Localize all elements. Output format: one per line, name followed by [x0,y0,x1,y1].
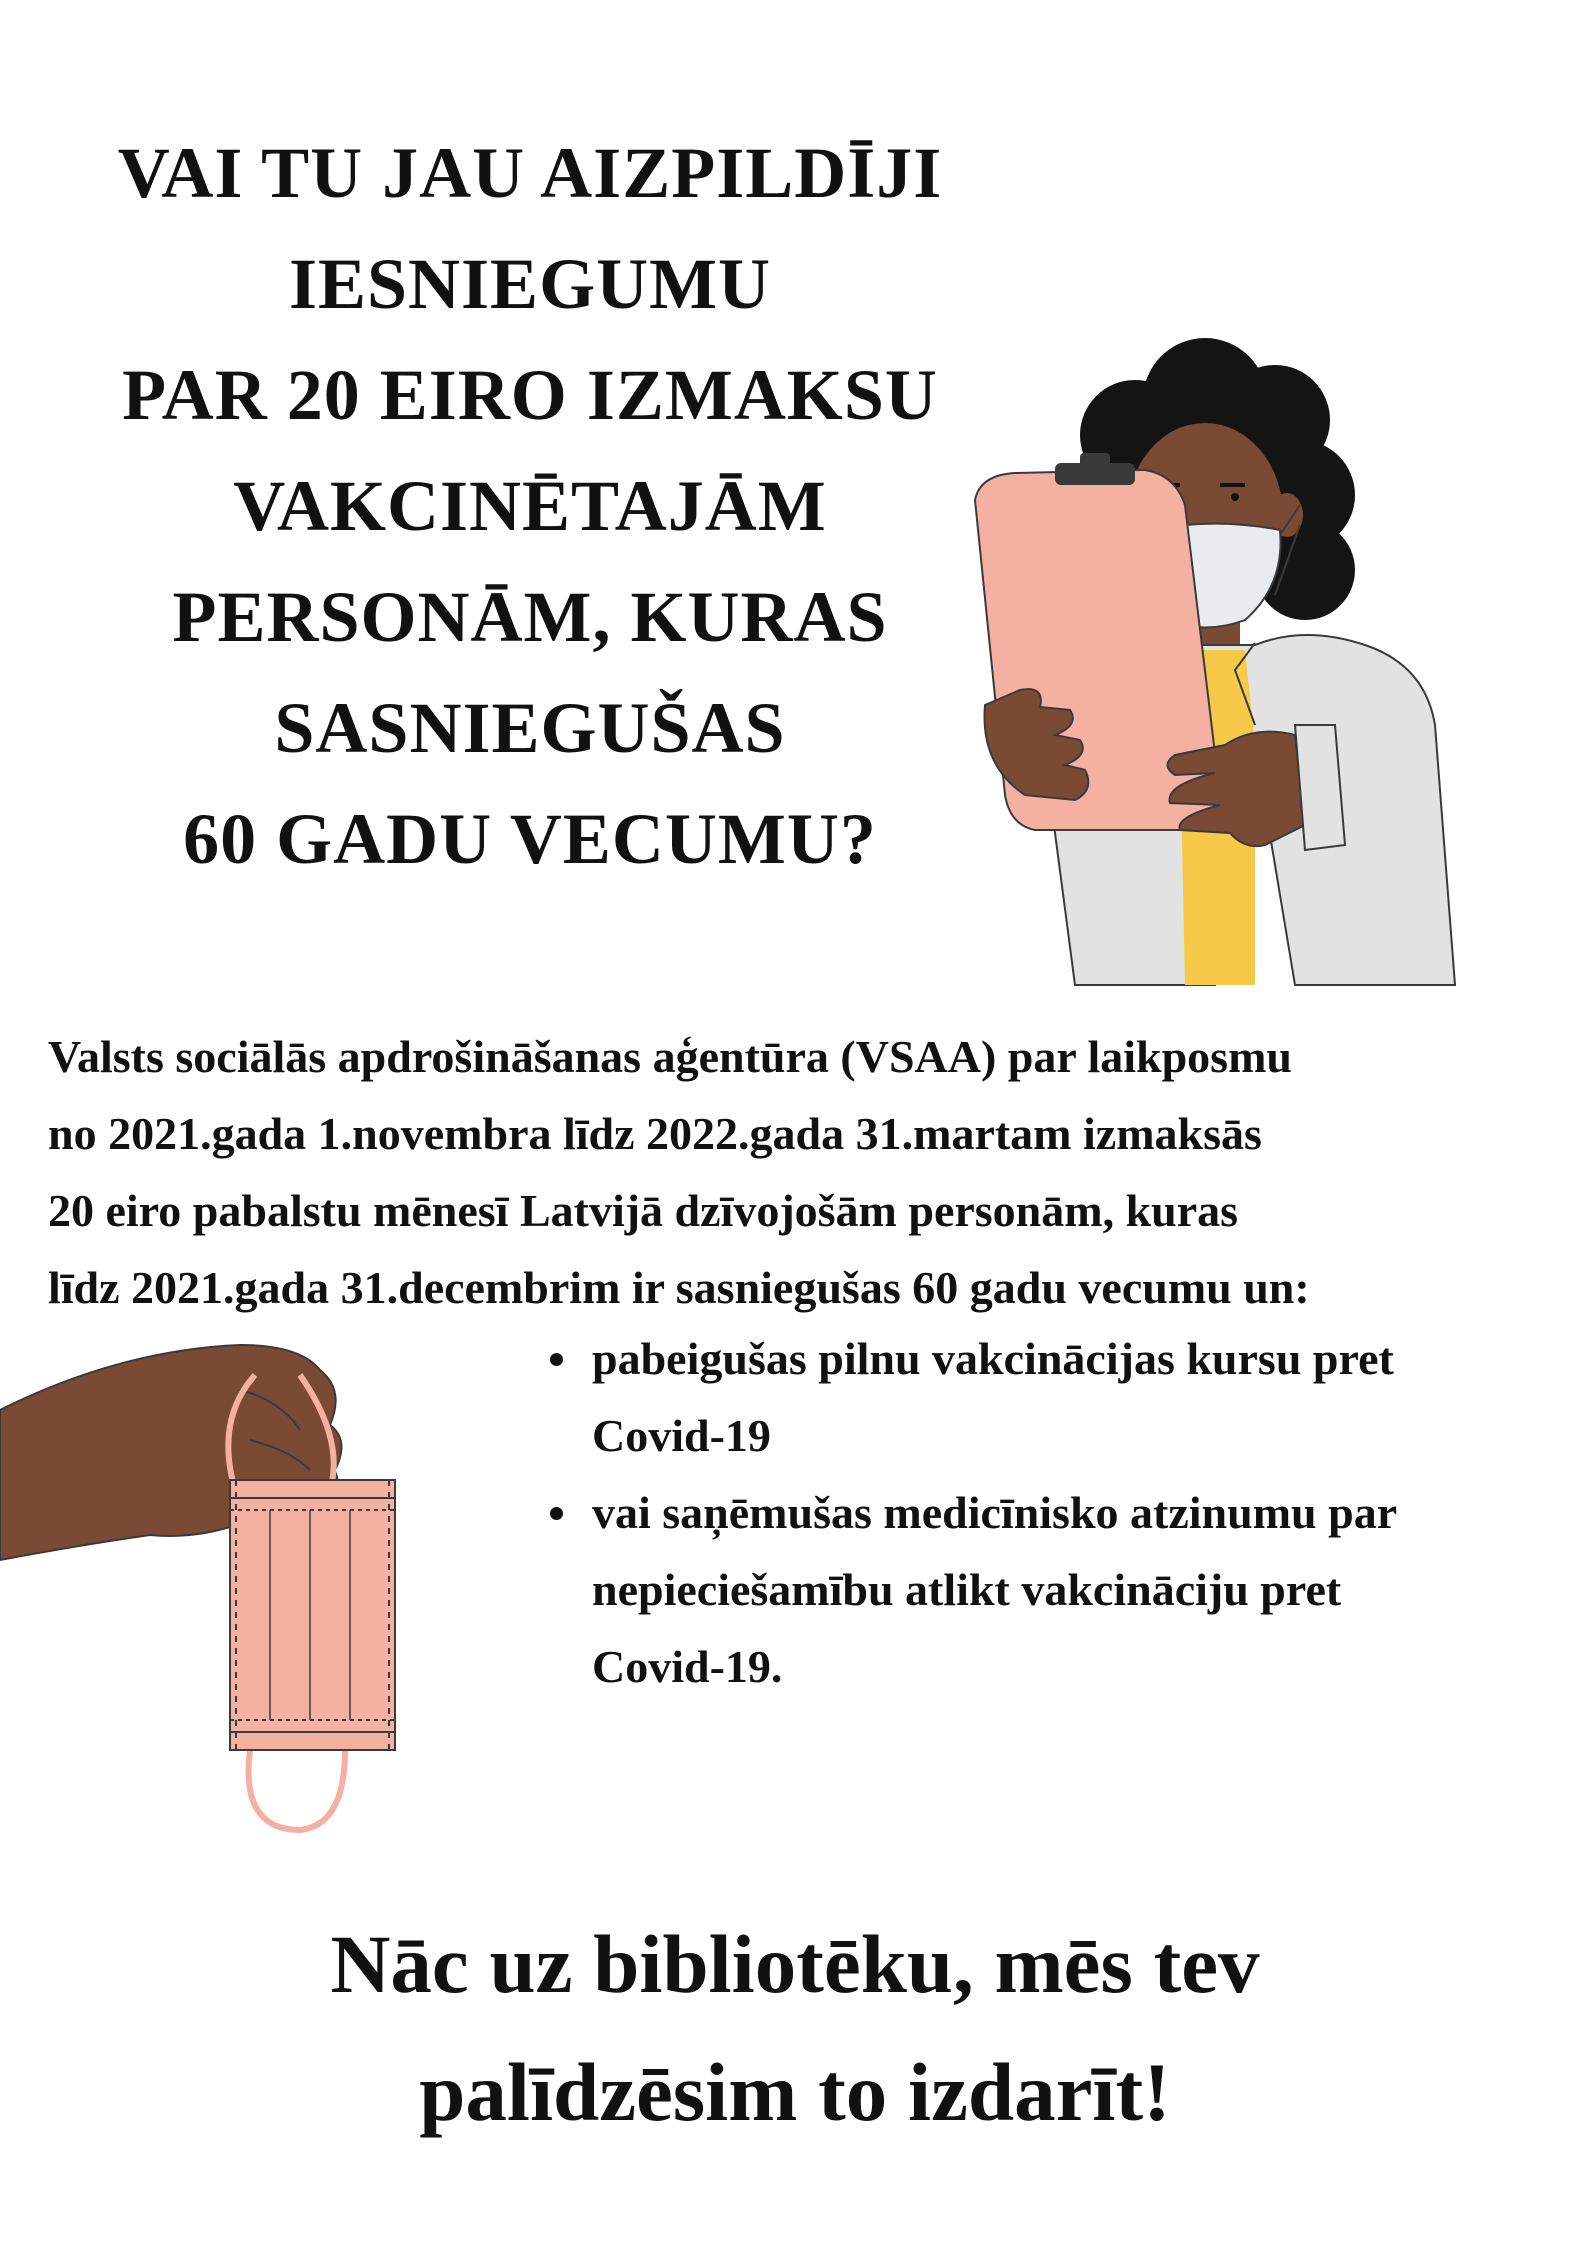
headline [20,118,1040,895]
headline-line: IESNIEGUMU [288,244,772,324]
hand-holding-mask-illustration [0,1330,420,1870]
headline-line: 60 GADU VECUMU? [183,799,877,879]
cta-line: palīdzēsim to izdarīt! [419,2046,1171,2138]
doctor-with-clipboard-illustration [955,325,1570,995]
headline-line: PAR 20 EIRO IZMAKSU [122,355,938,435]
headline-line: VAI TU JAU AIZPILDĪJI [117,133,943,213]
conditions-list [540,1320,1570,1705]
cta-line: Nāc uz bibliotēku, mēs tev [330,1918,1260,2010]
condition-line: Covid-19 [592,1410,771,1461]
headline-line: VAKCINĒTAJĀM [233,466,827,546]
intro-line: līdz 2021.gada 31.decembrim ir sasniegušas 60 gadu vecumu un: [48,1262,1310,1313]
condition-item [540,1474,1570,1705]
intro-paragraph [48,1018,1568,1326]
condition-item [540,1320,1570,1474]
condition-line: Covid-19. [592,1641,783,1692]
condition-line: vai saņēmušas medicīnisko atzinumu par [592,1487,1398,1538]
intro-line: 20 eiro pabalstu mēnesī Latvijā dzīvojošām personām, kuras [48,1185,1239,1236]
call-to-action [150,1900,1440,2156]
mask-shape [230,1480,395,1750]
condition-line: pabeigušas pilnu vakcinācijas kursu pret [592,1333,1394,1384]
intro-line: Valsts sociālās apdrošināšanas aģentūra (VSAA) par laikposmu [48,1031,1292,1082]
headline-line: SASNIEGUŠAS [274,688,786,768]
intro-line: no 2021.gada 1.novembra līdz 2022.gada 31.martam izmaksās [48,1108,1262,1159]
headline-line: PERSONĀM, KURAS [172,577,888,657]
condition-line: nepieciešamību atlikt vakcināciju pret [592,1564,1342,1615]
